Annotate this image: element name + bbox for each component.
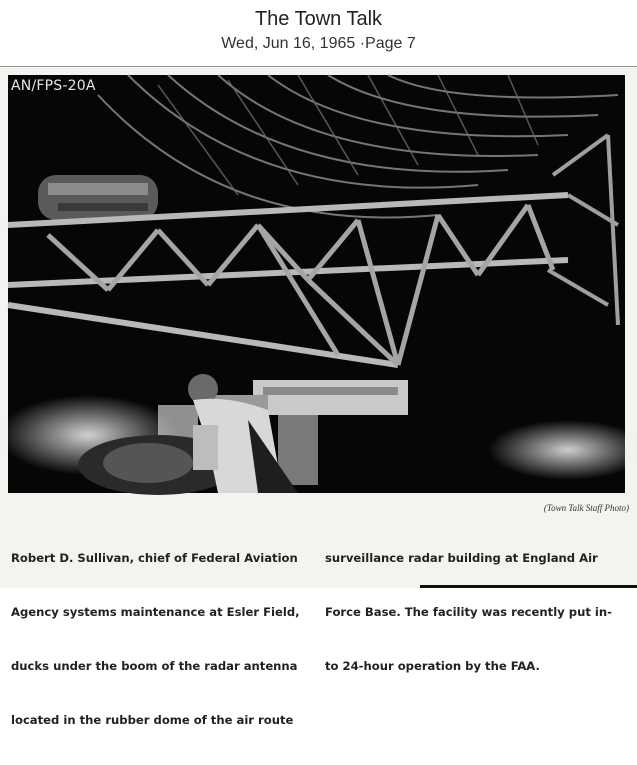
caption-line: Agency systems maintenance at Esler Field, <box>11 605 300 619</box>
caption-left-column <box>11 513 311 765</box>
publication-title: The Town Talk <box>254 8 383 30</box>
photo-illustration <box>8 75 625 493</box>
page-header <box>0 0 637 66</box>
publication-date: Wed, Jun 16, 1965 ·Page 7 <box>221 35 416 52</box>
newspaper-clipping <box>0 67 637 727</box>
photo-tag-label: AN/FPS-20A <box>11 78 96 94</box>
photo-credit: (Town Talk Staff Photo) <box>543 503 629 513</box>
caption-line: located in the rubber dome of the air route <box>11 713 294 727</box>
caption-right-column <box>325 513 627 711</box>
caption-line: to 24-hour operation by the FAA. <box>325 659 540 673</box>
radar-antenna-photo <box>8 75 625 493</box>
clipping-bottom-rule <box>420 585 637 588</box>
caption-line: surveillance radar building at England Air <box>325 551 598 565</box>
caption-line: Force Base. The facility was recently put in- <box>325 605 612 619</box>
caption-line: ducks under the boom of the radar antenna <box>11 659 298 673</box>
caption-line: Robert D. Sullivan, chief of Federal Aviation <box>11 551 298 565</box>
